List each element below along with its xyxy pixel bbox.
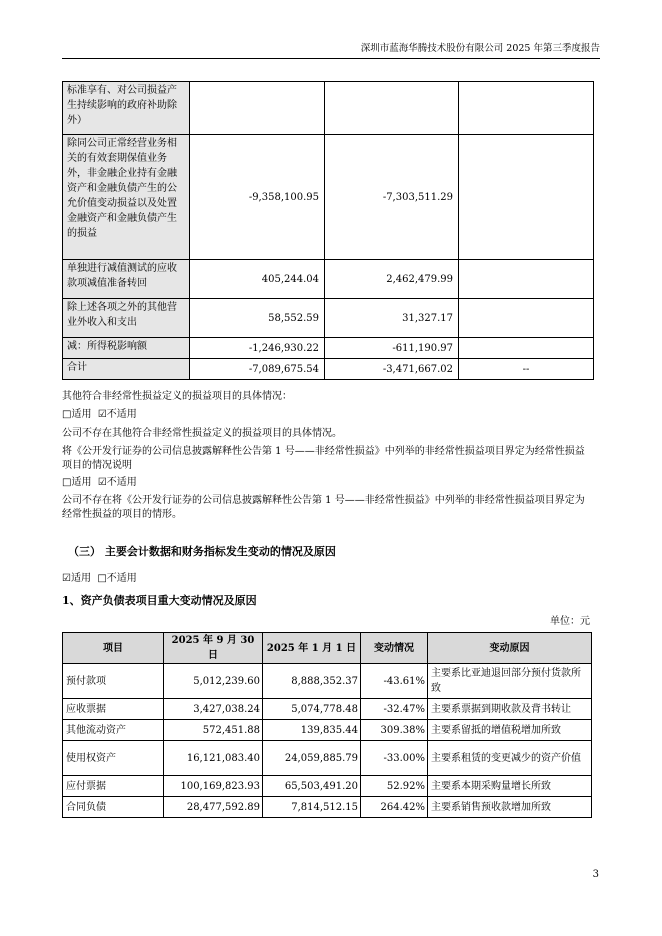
not-applicable-checkbox[interactable]: ☑不适用 — [97, 409, 137, 420]
item-cell: 应付票据 — [63, 776, 164, 797]
current-period-value: -1,246,930.22 — [190, 338, 325, 359]
ytd-value — [325, 82, 459, 135]
ytd-value: 2,462,479.99 — [325, 260, 459, 299]
change-cell: 52.92% — [361, 776, 428, 797]
current-period-value: 58,552.59 — [190, 299, 325, 338]
jan1-cell: 139,835.44 — [263, 720, 361, 741]
ytd-value: -7,303,511.29 — [325, 135, 459, 260]
remark — [459, 299, 594, 338]
sep30-cell: 3,427,038.24 — [164, 699, 263, 720]
table-row — [63, 664, 592, 699]
current-period-value — [190, 82, 325, 135]
jan1-cell: 8,888,352.37 — [263, 664, 361, 699]
change-cell: -33.00% — [361, 741, 428, 776]
jan1-cell: 65,503,491.20 — [263, 776, 361, 797]
applicable-checkbox[interactable]: □适用 — [62, 409, 92, 420]
item-cell: 合同负债 — [63, 797, 164, 818]
table-row — [63, 338, 594, 359]
applicable-checkbox[interactable]: ☑适用 — [62, 573, 91, 584]
current-period-value: 405,244.04 — [190, 260, 325, 299]
remark: -- — [459, 359, 594, 380]
not-applicable-checkbox[interactable]: □不适用 — [97, 573, 137, 584]
row-label: 减：所得税影响额 — [63, 338, 190, 359]
reason-cell: 主要系留抵的增值税增加所致 — [428, 720, 592, 741]
item-cell: 应收票据 — [63, 699, 164, 720]
ytd-value: -611,190.97 — [325, 338, 459, 359]
table-row — [63, 260, 594, 299]
reclassification-text: 公司不存在将《公开发行证券的公司信息披露解释性公告第 1 号——非经常性损益》中列举的非经常性损益项目界定为经常性损益的项目的情形。 — [62, 495, 585, 520]
section-three-title: （三） 主要会计数据和财务指标发生变动的情况及原因 — [68, 545, 336, 558]
table-row — [63, 741, 592, 776]
table-row-total — [63, 359, 594, 380]
other-items-title: 其他符合非经常性损益定义的损益项目的具体情况： — [62, 391, 292, 402]
column-header-reason: 变动原因 — [428, 633, 592, 664]
table-row — [63, 82, 594, 135]
other-items-text: 公司不存在其他符合非经常性损益定义的损益项目的具体情况。 — [62, 428, 342, 439]
table-row — [63, 720, 592, 741]
table-row — [63, 776, 592, 797]
row-label: 标准享有、对公司损益产生持续影响的政府补助除外） — [63, 82, 190, 135]
ytd-value: -3,471,667.02 — [325, 359, 459, 380]
balance-sheet-changes-title: 1、资产负债表项目重大变动情况及原因 — [62, 594, 257, 607]
table-row — [63, 135, 594, 260]
current-period-value: -7,089,675.54 — [190, 359, 325, 380]
reason-cell: 主要系租赁的变更减少的资产价值 — [428, 741, 592, 776]
remark — [459, 338, 594, 359]
remark — [459, 260, 594, 299]
reclassification-title: 将《公开发行证券的公司信息披露解释性公告第 1 号——非经常性损益》中列举的非经常性损益项目界定为经常性损益项目的情况说明 — [62, 446, 585, 471]
table-row — [63, 797, 592, 818]
sep30-cell: 572,451.88 — [164, 720, 263, 741]
applicability-checkboxes — [62, 476, 137, 490]
current-period-value: -9,358,100.95 — [190, 135, 325, 260]
applicability-checkboxes — [62, 572, 137, 586]
sep30-cell: 28,477,592.89 — [164, 797, 263, 818]
change-cell: -43.61% — [361, 664, 428, 699]
jan1-cell: 24,059,885.79 — [263, 741, 361, 776]
change-cell: -32.47% — [361, 699, 428, 720]
reason-cell: 主要系比亚迪退回部分预付货款所致 — [428, 664, 592, 699]
page-number: 3 — [592, 869, 599, 880]
column-header-change: 变动情况 — [361, 633, 428, 664]
non-recurring-gains-table — [62, 81, 594, 380]
row-label: 除同公司正常经营业务相关的有效套期保值业务外，非金融企业持有金融资产和金融负债产生的公允价值变动损益以及处置金融资产和金融负债产生的损益 — [63, 135, 190, 260]
ytd-value: 31,327.17 — [325, 299, 459, 338]
jan1-cell: 7,814,512.15 — [263, 797, 361, 818]
remark — [459, 82, 594, 135]
sep30-cell: 16,121,083.40 — [164, 741, 263, 776]
column-header-item: 项目 — [63, 633, 164, 664]
item-cell: 使用权资产 — [63, 741, 164, 776]
item-cell: 预付款项 — [63, 664, 164, 699]
row-label: 单独进行减值测试的应收款项减值准备转回 — [63, 260, 190, 299]
change-cell: 309.38% — [361, 720, 428, 741]
report-header-title: 深圳市蓝海华腾技术股份有限公司 2025 年第三季度报告 — [360, 43, 600, 54]
balance-sheet-changes-table — [62, 632, 592, 818]
item-cell: 其他流动资产 — [63, 720, 164, 741]
reason-cell: 主要系本期采购量增长所致 — [428, 776, 592, 797]
not-applicable-checkbox[interactable]: ☑不适用 — [97, 477, 137, 488]
remark — [459, 135, 594, 260]
table-row — [63, 299, 594, 338]
applicability-checkboxes — [62, 408, 137, 422]
header-divider — [62, 58, 600, 59]
row-label: 除上述各项之外的其他营业外收入和支出 — [63, 299, 190, 338]
unit-label: 单位：元 — [550, 616, 590, 627]
reason-cell: 主要系票据到期收款及背书转让 — [428, 699, 592, 720]
table-header-row — [63, 633, 592, 664]
column-header-sep30: 2025 年 9 月 30 日 — [164, 633, 263, 664]
change-cell: 264.42% — [361, 797, 428, 818]
jan1-cell: 5,074,778.48 — [263, 699, 361, 720]
table-row — [63, 699, 592, 720]
sep30-cell: 5,012,239.60 — [164, 664, 263, 699]
column-header-jan1: 2025 年 1 月 1 日 — [263, 633, 361, 664]
reason-cell: 主要系销售预收款增加所致 — [428, 797, 592, 818]
sep30-cell: 100,169,823.93 — [164, 776, 263, 797]
row-label: 合计 — [63, 359, 190, 380]
applicable-checkbox[interactable]: □适用 — [62, 477, 92, 488]
